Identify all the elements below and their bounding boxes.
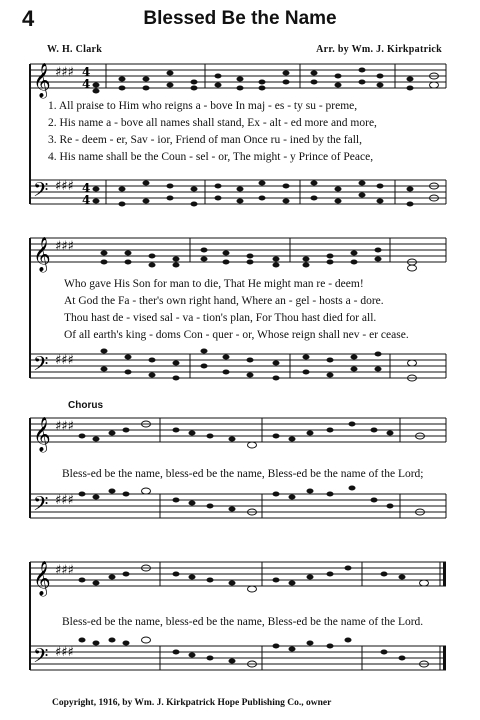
notes-treble-4 (79, 565, 429, 592)
bass-clef-icon: 𝄢 (33, 492, 49, 520)
verse-1-line-1: 1. All praise to Him who reigns a - bove In maj - es - ty su - preme, (48, 100, 358, 112)
key-signature-bass: ♯♯♯ (55, 493, 74, 508)
key-signature-bass: ♯♯♯ (55, 645, 74, 660)
time-signature-bass: 4 (82, 181, 91, 195)
chorus-line-2: Bless-ed be the name, bless-ed be the name, Bless-ed be the name of the Lord. (62, 616, 424, 628)
bass-clef-icon: 𝄢 (33, 352, 49, 380)
treble-clef-icon: 𝄞 (33, 417, 51, 452)
treble-staff-1 (30, 64, 446, 88)
key-signature-bass: ♯♯♯ (55, 179, 74, 194)
notes-treble-1 (93, 68, 439, 94)
treble-clef-icon: 𝄞 (33, 561, 51, 596)
copyright-notice: Copyright, 1916, by Wm. J. Kirkpatrick Hope Publishing Co., owner (52, 698, 332, 708)
verse-1-line-2: Who gave His Son for man to die, That He might man re - deem! (64, 278, 364, 290)
time-signature: 4 (82, 77, 91, 91)
hymn-title: Blessed Be the Name (143, 8, 337, 29)
key-signature: ♯♯♯ (55, 239, 74, 254)
treble-clef-icon: 𝄞 (33, 63, 51, 98)
bass-staff-3 (30, 494, 446, 518)
notes-treble-3 (79, 421, 425, 448)
key-signature: ♯♯♯ (55, 563, 74, 578)
verse-2-line-2: At God the Fa - ther's own right hand, Where an - gel - hosts a - dore. (64, 295, 384, 307)
time-signature-bass: 4 (82, 193, 91, 207)
key-signature: ♯♯♯ (55, 419, 74, 434)
treble-staff-3 (30, 418, 446, 442)
bass-clef-icon: 𝄢 (33, 178, 49, 206)
key-signature-bass: ♯♯♯ (55, 353, 74, 368)
treble-clef-icon: 𝄞 (33, 237, 51, 272)
key-signature: ♯♯♯ (55, 65, 74, 80)
notes-bass-1 (93, 181, 439, 207)
verse-2-line-1: 2. His name a - bove all names shall stand, Ex - alt - ed more and more, (48, 117, 377, 129)
notes-bass-2 (101, 349, 417, 382)
chorus-label: Chorus (68, 400, 103, 411)
time-signature: 4 (82, 65, 91, 79)
verse-3-line-1: 3. Re - deem - er, Sav - ior, Friend of man Once ru - ined by the fall, (48, 134, 362, 146)
notes-treble-2 (101, 248, 417, 272)
bass-clef-icon: 𝄢 (33, 644, 49, 672)
verse-3-line-2: Thou hast de - vised sal - va - tion's plan, For Thou hast died for all. (64, 312, 377, 324)
verse-4-line-1: 4. His name shall be the Coun - sel - or, The might - y Prince of Peace, (48, 151, 374, 163)
bass-staff-2 (30, 354, 446, 378)
verse-4-line-2: Of all earth's king - doms Con - quer - or, Whose reign shall nev - er cease. (64, 329, 409, 341)
chorus-line-1: Bless-ed be the name, bless-ed be the name, Bless-ed be the name of the Lord; (62, 468, 424, 480)
arranger-credit: Arr. by Wm. J. Kirkpatrick (316, 44, 442, 55)
treble-staff-2 (30, 238, 446, 262)
hymn-number: 4 (22, 6, 35, 31)
final-barline (443, 562, 446, 670)
author-credit: W. H. Clark (47, 44, 103, 55)
